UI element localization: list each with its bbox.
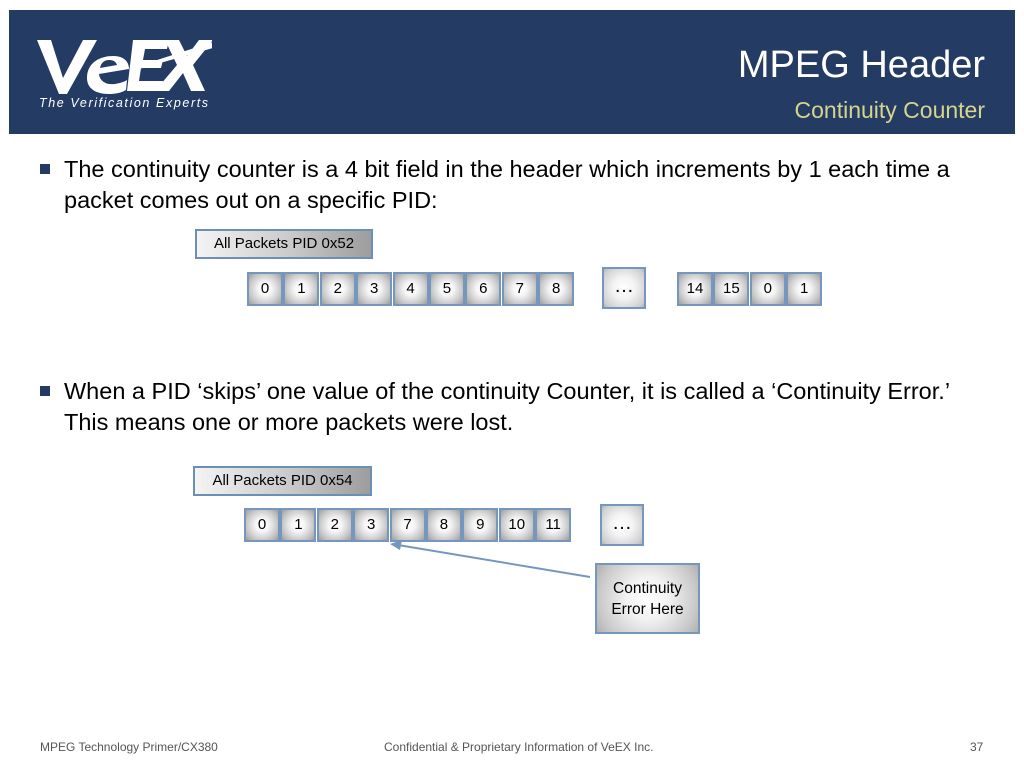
slide-header [9, 10, 1015, 134]
packet-cell: 2 [317, 508, 353, 542]
packet-cell: 0 [247, 272, 283, 306]
bullet-2-text: When a PID ‘skips’ one value of the continuity Counter, it is called a ‘Continuity Error.’ This means one or more packets were lost. [64, 378, 950, 435]
packet-cell: 4 [393, 272, 429, 306]
pid-0x54-label: All Packets PID 0x54 [193, 466, 372, 496]
callout-line-2: Error Here [611, 601, 684, 618]
logo-tagline: The Verification Experts [39, 96, 210, 110]
packet-cell: 7 [390, 508, 426, 542]
packet-cell: 10 [499, 508, 535, 542]
packet-cell: 1 [280, 508, 316, 542]
packet-cell: 6 [465, 272, 501, 306]
bullet-1-text: The continuity counter is a 4 bit field in the header which increments by 1 each time a packet comes out on a specific PID: [64, 156, 950, 213]
packet-cell: 1 [786, 272, 822, 306]
slide-subtitle: Continuity Counter [794, 97, 985, 123]
continuity-error-callout [595, 563, 700, 634]
packet-cell: 8 [426, 508, 462, 542]
packet-cell: 0 [750, 272, 786, 306]
pid-0x54-ellipsis: … [600, 504, 644, 546]
packet-cell: 1 [283, 272, 319, 306]
packet-cell: 14 [677, 272, 713, 306]
veex-logo-mark [37, 38, 212, 98]
pid-0x52-label: All Packets PID 0x52 [195, 229, 373, 259]
packet-cell: 5 [429, 272, 465, 306]
packet-cell: 3 [356, 272, 392, 306]
pid-0x52-sequence [247, 272, 575, 306]
footer-left: MPEG Technology Primer/CX380 [40, 740, 218, 754]
pid-0x54-sequence [244, 508, 572, 542]
packet-cell: 11 [535, 508, 571, 542]
packet-cell: 8 [538, 272, 574, 306]
packet-cell: 3 [353, 508, 389, 542]
packet-cell: 7 [502, 272, 538, 306]
footer-center: Confidential & Proprietary Information of VeEX Inc. [384, 740, 654, 754]
packet-cell: 2 [320, 272, 356, 306]
slide-title: MPEG Header [737, 44, 985, 86]
packet-cell: 0 [244, 508, 280, 542]
packet-cell: 15 [713, 272, 749, 306]
callout-line-1: Continuity [613, 580, 682, 597]
bullet-square-icon [40, 386, 50, 396]
bullet-square-icon [40, 164, 50, 174]
pid-0x52-tail-sequence [677, 272, 823, 306]
page-number: 37 [970, 740, 984, 754]
veex-logo [37, 38, 212, 122]
packet-cell: 9 [462, 508, 498, 542]
pid-0x52-ellipsis: … [602, 267, 646, 309]
